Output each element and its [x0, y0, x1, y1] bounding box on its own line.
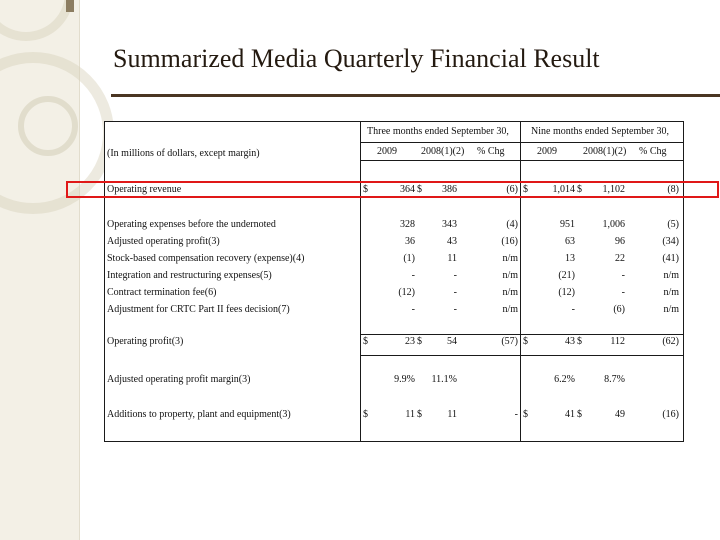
table-cell: (8) [667, 184, 679, 195]
row-label: Operating expenses before the undernoted [107, 219, 276, 230]
table-cell: $ [523, 184, 528, 195]
table-cell: (5) [667, 219, 679, 230]
row-label: Operating revenue [107, 184, 182, 195]
table-cell: (12) [398, 287, 415, 298]
decorative-top-bar [66, 0, 74, 12]
table-cell: 41 [565, 409, 575, 420]
table-cell: 49 [615, 409, 625, 420]
table-cell: (16) [501, 236, 518, 247]
col-header: 2008(1)(2) [421, 146, 465, 157]
table-cell: $ [577, 409, 582, 420]
table-total-rule [360, 355, 683, 356]
row-label: Adjusted operating profit(3) [107, 236, 220, 247]
col-header: 2009 [537, 146, 557, 157]
row-label: Stock-based compensation recovery (expense)(4) [107, 253, 305, 264]
table-cell: - [411, 304, 415, 315]
table-cell: $ [577, 184, 582, 195]
table-cell: (34) [662, 236, 679, 247]
col-header: % Chg [477, 146, 505, 157]
table-divider [520, 122, 521, 441]
group-header-three-months: Three months ended September 30, [367, 126, 509, 137]
table-cell: $ [363, 409, 368, 420]
table-cell: 364 [400, 184, 415, 195]
table-cell: $ [417, 336, 422, 347]
table-cell: $ [523, 336, 528, 347]
table-cell: - [453, 270, 457, 281]
highlight-box-operating-revenue [66, 181, 719, 198]
row-label: Contract termination fee(6) [107, 287, 217, 298]
table-cell: (4) [506, 219, 518, 230]
table-cell: 13 [565, 253, 575, 264]
table-cell: - [411, 270, 415, 281]
table-cell: - [514, 409, 518, 420]
table-cell: (1) [403, 253, 415, 264]
table-cell: n/m [502, 304, 518, 315]
table-cell: 43 [447, 236, 457, 247]
decorative-ring [18, 96, 78, 156]
table-total-rule [360, 334, 683, 335]
table-cell: $ [417, 184, 422, 195]
table-cell: (41) [662, 253, 679, 264]
table-cell: 6.2% [554, 374, 575, 385]
table-header-rule [360, 160, 683, 161]
table-cell: 386 [442, 184, 457, 195]
table-cell: n/m [502, 270, 518, 281]
table-cell: 1,006 [602, 219, 625, 230]
table-cell: - [621, 287, 625, 298]
table-cell: 328 [400, 219, 415, 230]
table-cell: (12) [558, 287, 575, 298]
row-label: Integration and restructuring expenses(5) [107, 270, 272, 281]
table-cell: 43 [565, 336, 575, 347]
row-label: Additions to property, plant and equipment(3) [107, 409, 291, 420]
table-cell: 11 [447, 253, 457, 264]
table-cell: $ [363, 336, 368, 347]
table-cell: (6) [506, 184, 518, 195]
table-cell: $ [417, 409, 422, 420]
table-cell: 11.1% [431, 374, 457, 385]
table-cell: $ [363, 184, 368, 195]
table-cell: 1,102 [602, 184, 625, 195]
table-cell: - [453, 304, 457, 315]
table-cell: $ [523, 409, 528, 420]
table-cell: (16) [662, 409, 679, 420]
table-cell: 951 [560, 219, 575, 230]
table-cell: 23 [405, 336, 415, 347]
table-cell: 63 [565, 236, 575, 247]
table-cell: 9.9% [394, 374, 415, 385]
table-cell: 343 [442, 219, 457, 230]
title-underline [111, 94, 720, 97]
table-cell: 96 [615, 236, 625, 247]
table-cell: 11 [447, 409, 457, 420]
decorative-ring [0, 0, 74, 41]
row-label: Operating profit(3) [107, 336, 184, 347]
col-header: 2008(1)(2) [583, 146, 627, 157]
col-header: % Chg [639, 146, 667, 157]
table-cell: 112 [610, 336, 625, 347]
row-label: Adjustment for CRTC Part II fees decision(7) [107, 304, 290, 315]
table-cell: n/m [663, 287, 679, 298]
table-cell: n/m [663, 270, 679, 281]
table-unit-label: (In millions of dollars, except margin) [107, 148, 260, 159]
decorative-left-band [0, 0, 80, 540]
table-cell: 11 [405, 409, 415, 420]
table-cell: (57) [501, 336, 518, 347]
table-divider [360, 122, 361, 441]
financial-table [104, 121, 684, 442]
table-cell: 54 [447, 336, 457, 347]
table-cell: (21) [558, 270, 575, 281]
table-cell: n/m [502, 253, 518, 264]
table-cell: n/m [663, 304, 679, 315]
col-header: 2009 [377, 146, 397, 157]
table-cell: 36 [405, 236, 415, 247]
table-cell: (6) [613, 304, 625, 315]
group-header-nine-months: Nine months ended September 30, [531, 126, 670, 137]
table-cell: - [453, 287, 457, 298]
table-cell: - [621, 270, 625, 281]
table-cell: 22 [615, 253, 625, 264]
table-header-rule [360, 142, 683, 143]
slide-title: Summarized Media Quarterly Financial Result [113, 44, 600, 73]
table-cell: (62) [662, 336, 679, 347]
row-label: Adjusted operating profit margin(3) [107, 374, 251, 385]
table-cell: 8.7% [604, 374, 625, 385]
table-cell: - [571, 304, 575, 315]
table-cell: n/m [502, 287, 518, 298]
table-cell: 1,014 [552, 184, 575, 195]
table-cell: $ [577, 336, 582, 347]
